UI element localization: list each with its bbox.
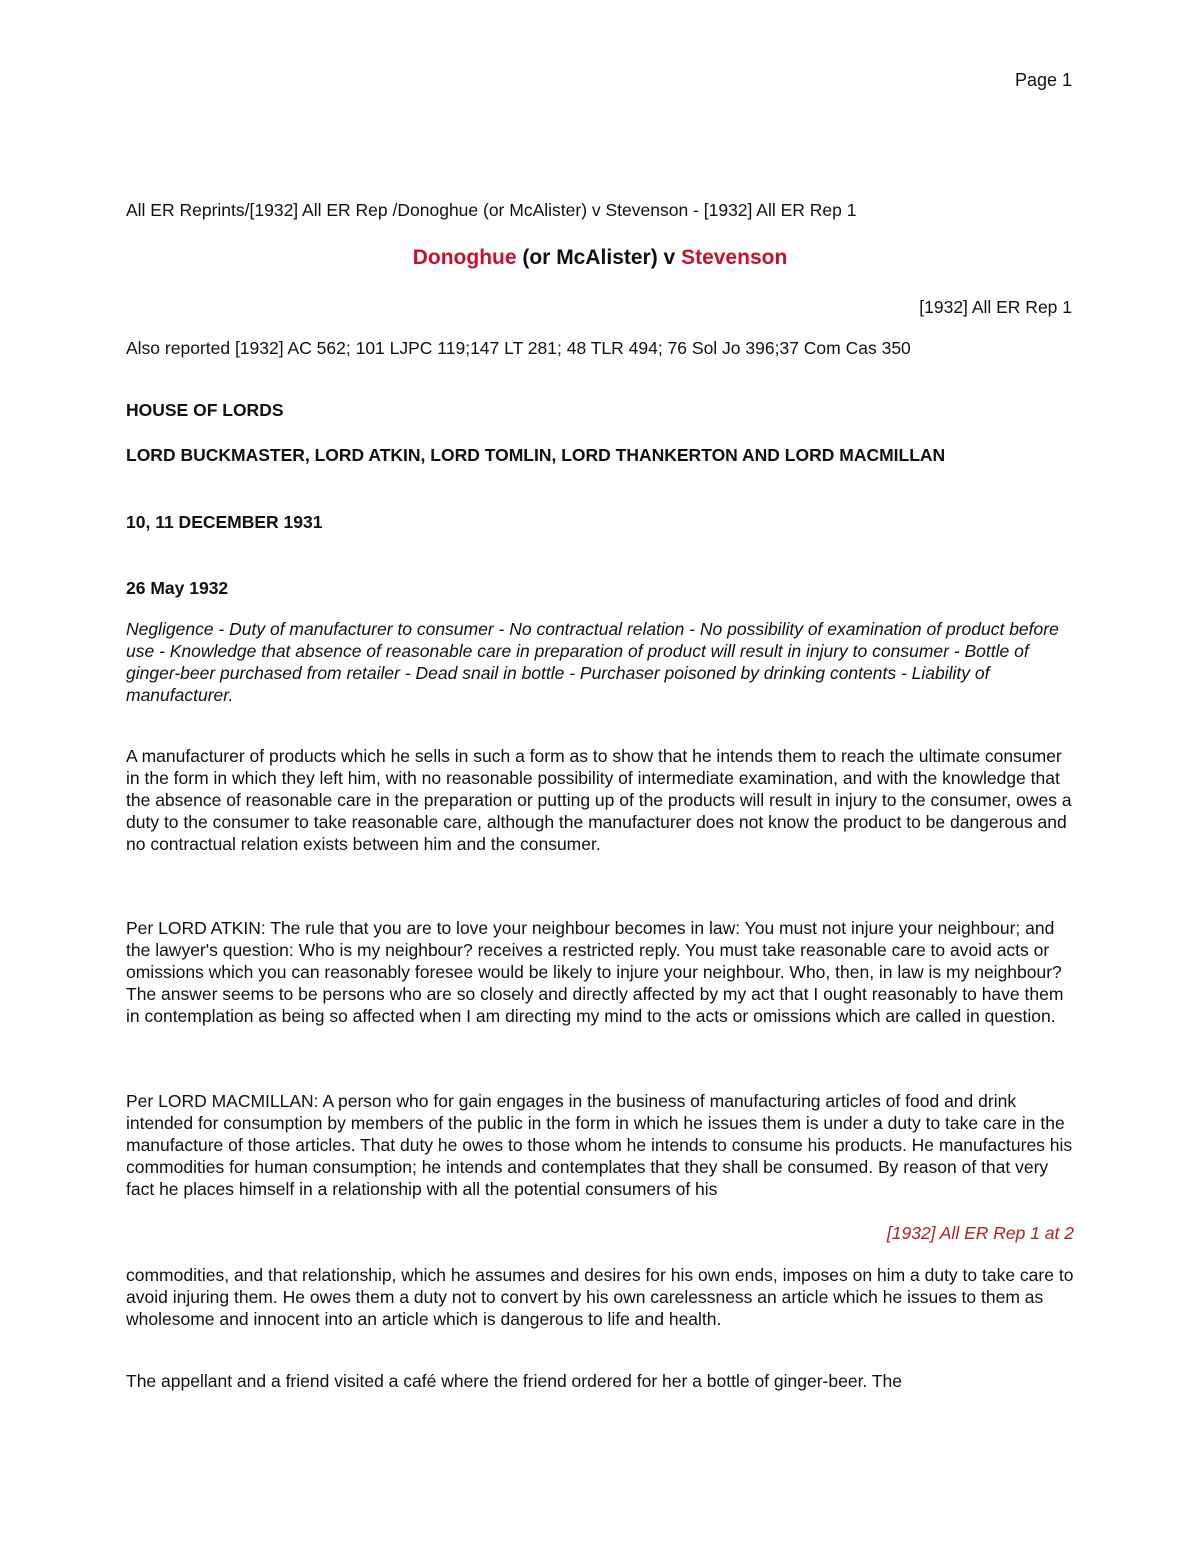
headnote-holding: A manufacturer of products which he sells in such a form as to show that he intends them to reach the ultimate consumer in the form in which they left him, with no reasonable possibility of intermediate examination, and with the knowledge that the absence of reasonable care in the preparation or putting up of the products will result in injury to the consumer, owes a duty to the consumer to take reasonable care, although the manufacturer does not know the product to be dangerous and no contractual relation exists between him and the consumer. [126, 746, 1072, 854]
page-break-reference: [1932] All ER Rep 1 at 2 [886, 1223, 1074, 1243]
citation-breadcrumb: All ER Reprints/[1932] All ER Rep /Donoghue (or McAlister) v Stevenson - [1932] All ER Rep 1 [126, 200, 857, 220]
facts-paragraph: The appellant and a friend visited a café where the friend ordered for her a bottle of ginger-beer. The [126, 1371, 902, 1391]
judges-list: LORD BUCKMASTER, LORD ATKIN, LORD TOMLIN, LORD THANKERTON AND LORD MACMILLAN [126, 445, 946, 465]
court-name: HOUSE OF LORDS [126, 400, 284, 420]
report-reference: [1932] All ER Rep 1 [919, 297, 1072, 317]
atkin-dictum: Per LORD ATKIN: The rule that you are to love your neighbour becomes in law: You must not injure your neighbour; and the lawyer's question: Who is my neighbour? receives a restricted reply. You must take reasonable care to avoid acts or omissions which you can reasonably foresee would be likely to injure your neighbour. Who, then, in law is my neighbour? The answer seems to be persons who are so closely and directly affected by my act that I ought reasonably to have them in contemplation as being so affected when I am directing my mind to the acts or omissions which are called in question. [126, 918, 1064, 1026]
macmillan-dictum-continuation: commodities, and that relationship, which he assumes and desires for his own ends, imposes on him a duty to take care to avoid injuring them. He owes them a duty not to convert by his own carelessness an article which he issues to them as wholesome and innocent into an article which is dangerous to life and health. [126, 1265, 1074, 1329]
hearing-dates: 10, 11 DECEMBER 1931 [126, 512, 323, 532]
case-title [126, 244, 1074, 272]
case-title-middle: (or McAlister) v [516, 246, 682, 269]
case-party-respondent[interactable]: Stevenson [681, 246, 788, 269]
case-party-appellant[interactable]: Donoghue [412, 246, 517, 269]
catchwords: Negligence - Duty of manufacturer to consumer - No contractual relation - No possibility of examination of product before use - Knowledge that absence of reasonable care in preparation of product will result in injury to consumer - Bottle of ginger-beer purchased from retailer - Dead snail in bottle - Purchaser poisoned by drinking contents - Liability of manufacturer. [126, 619, 1059, 705]
page-number: Page 1 [1014, 70, 1072, 90]
macmillan-dictum: Per LORD MACMILLAN: A person who for gain engages in the business of manufacturing articles of food and drink intended for consumption by members of the public in the form in which he issues them is under a duty to take care in the manufacture of those articles. That duty he owes to those whom he intends to consume his products. He manufactures his commodities for human consumption; he intends and contemplates that they shall be consumed. By reason of that very fact he places himself in a relationship with all the potential consumers of his [126, 1091, 1073, 1199]
judgment-date: 26 May 1932 [126, 578, 229, 598]
also-reported: Also reported [1932] AC 562; 101 LJPC 119;147 LT 281; 48 TLR 494; 76 Sol Jo 396;37 Com Cas 350 [126, 338, 911, 358]
